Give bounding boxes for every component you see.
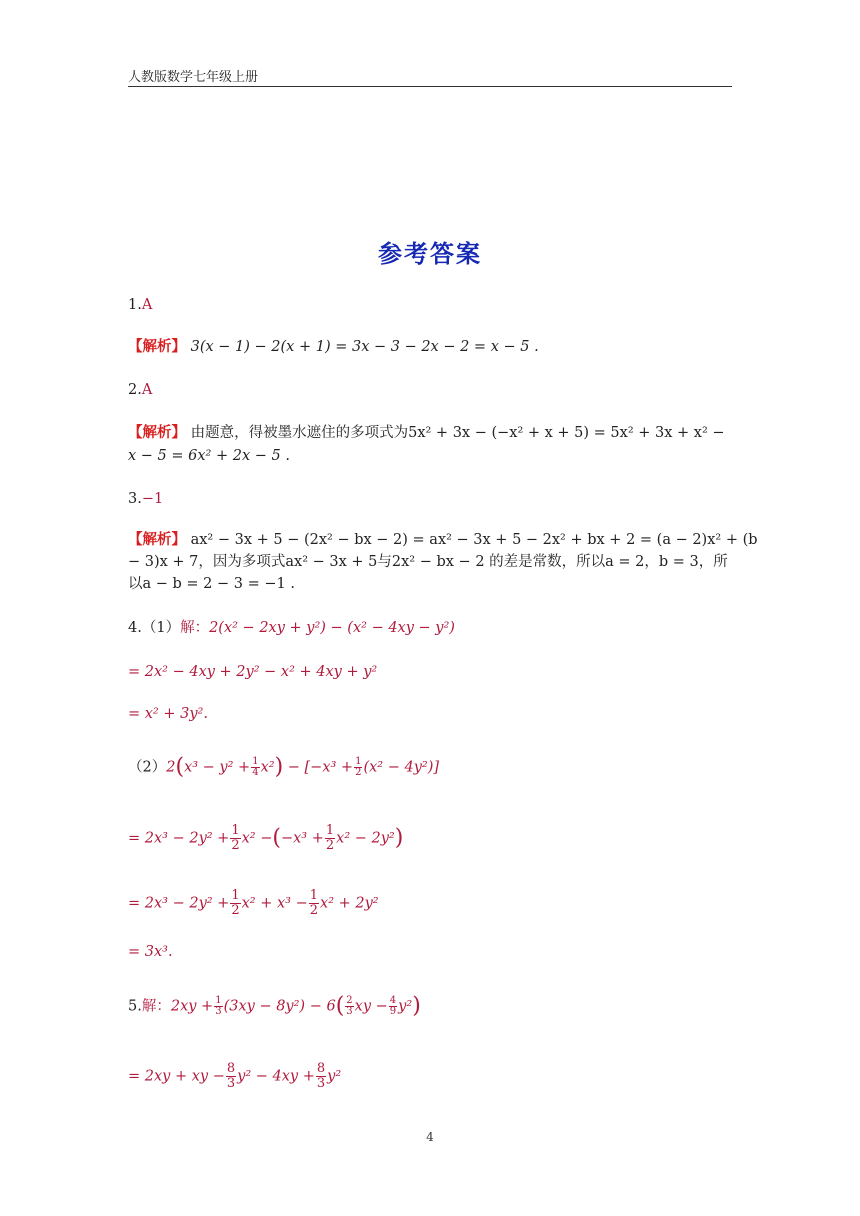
q3-answer-line <box>128 489 163 509</box>
q4-part2-c: x² <box>260 759 275 776</box>
q4-part2-step1-c: −x³ + <box>280 830 324 847</box>
q5-step1-c: y² <box>327 1068 342 1085</box>
frac-one-half: $\frac{1}{2}$ <box>231 823 240 853</box>
q4-part2-step1-a: = 2x³ − 2y² + <box>128 830 230 847</box>
frac-one-half: $\frac{1}{2}$ <box>309 888 319 918</box>
q1-answer: A <box>141 297 153 313</box>
q3-analysis-line-3 <box>128 574 295 594</box>
q3-analysis-l3: 以a − b = 2 − 3 = −1 . <box>128 576 295 592</box>
q4-part2-step1-b: x² − <box>241 830 273 847</box>
q4-part2-step1: = 2x³ − 2y² + $\frac{1}{2}$ x² −(−x³ + $\frac{1}{2}$ x² − 2y²) <box>128 823 404 853</box>
q2-analysis-l2: x − 5 = 6x² + 2x − 5 . <box>128 448 290 464</box>
q4-number: 4. <box>128 620 142 636</box>
frac-eight-thirds: $\frac{8}{3}$ <box>316 1061 326 1091</box>
q5-b: (3xy − 8y²) − 6 <box>223 998 336 1015</box>
q3-analysis-line-2 <box>128 552 728 572</box>
frac-one-half: $\frac{1}{2}$ <box>231 888 240 918</box>
q2-analysis-line-2 <box>128 446 290 466</box>
q5-step1-a: = 2xy + xy − <box>128 1068 225 1085</box>
q2-analysis-l1: 由题意，得被墨水遮住的多项式为5x² + 3x − (−x² + x + 5) = 5x² + 3x + x² − <box>190 425 725 441</box>
q4-part1-line <box>128 618 455 638</box>
q4-part1-step1: = 2x² − 4xy + 2y² − x² + 4xy + y² <box>128 664 378 680</box>
q3-analysis-l2: − 3)x + 7，因为多项式ax² − 3x + 5与2x² − bx − 2 的差是常数，所以a = 2，b = 3，所 <box>128 554 728 570</box>
q5-lead: 解： <box>141 998 171 1015</box>
frac-one-half: $\frac{1}{2}$ <box>355 756 362 778</box>
q4-part2-b: x³ − y² + <box>184 759 251 776</box>
q5-step1 <box>128 1062 341 1091</box>
frac-one-third: $\frac{1}{3}$ <box>215 995 222 1017</box>
header-rule <box>128 86 732 87</box>
page-header: 人教版数学七年级上册 <box>128 70 259 85</box>
q2-answer: A <box>141 382 153 398</box>
q4-part2-step3: = 3x³. <box>128 944 173 960</box>
q4-part2-step1-d: x² − 2y² <box>336 830 395 847</box>
frac-eight-thirds: $\frac{8}{3}$ <box>226 1061 236 1091</box>
q4-part2-step2-a: = 2x³ − 2y² + <box>128 895 230 912</box>
page-number: 4 <box>426 1130 434 1144</box>
analysis-tag: 【解析】 <box>128 338 186 355</box>
q1-answer-line <box>128 295 152 315</box>
analysis-tag: 【解析】 <box>128 424 186 441</box>
q5-step1-b: y² − 4xy + <box>237 1068 315 1085</box>
q2-analysis-line <box>128 423 725 443</box>
q4-part1-lead: 解： <box>180 620 210 636</box>
q2-answer-line <box>128 380 152 400</box>
q5-number: 5. <box>128 998 142 1015</box>
q2-number: 2. <box>128 382 142 398</box>
q4-part2-step2 <box>128 889 379 918</box>
frac-one-quarter: $\frac{1}{4}$ <box>252 756 259 778</box>
q4-part2-step2-b: x² + x³ − <box>241 895 308 912</box>
q3-analysis-l1: ax² − 3x + 5 − (2x² − bx − 2) = ax² − 3x + 5 − 2x² + bx + 2 = (a − 2)x² + (b <box>190 532 758 548</box>
q4-part2-e: (x² − 4y²)] <box>363 759 440 776</box>
frac-one-half: $\frac{1}{2}$ <box>325 823 335 853</box>
q5-d: y² <box>398 998 413 1015</box>
q1-analysis-line <box>128 337 539 357</box>
frac-two-thirds: $\frac{2}{3}$ <box>346 995 353 1017</box>
q4-part1-expr: 2(x² − 2xy + y²) − (x² − 4xy − y²) <box>209 620 455 636</box>
q4-part2-a: 2 <box>166 759 176 776</box>
q5-c: xy − <box>354 998 388 1015</box>
q4-part2-line: （2）2(x³ − y² + $\frac{1}{4}$ x²) − [−x³ + $\frac{1}{2}$ (x² − 4y²)] <box>128 754 440 780</box>
q4-part1-step2: = x² + 3y². <box>128 706 208 722</box>
q4-part2-label: （2） <box>128 759 167 776</box>
q3-analysis-line <box>128 530 758 550</box>
q4-part2-step2-c: x² + 2y² <box>320 895 379 912</box>
frac-four-ninths: $\frac{4}{9}$ <box>389 995 397 1017</box>
q3-number: 3. <box>128 491 142 507</box>
q5-a: 2xy + <box>170 998 214 1015</box>
q1-analysis: 3(x − 1) − 2(x + 1) = 3x − 3 − 2x − 2 = x − 5 . <box>190 339 539 355</box>
q4-part1-label: （1） <box>141 620 181 636</box>
q4-part2-d: − [−x³ + <box>283 759 354 776</box>
analysis-tag: 【解析】 <box>128 531 186 548</box>
q3-answer: −1 <box>141 491 164 507</box>
page-title: 参考答案 <box>378 239 482 268</box>
q5-line: 5.解：2xy + $\frac{1}{3}$ (3xy − 8y²) − 6( $\frac{2}{3}$ xy − $\frac{4}{9}$ y²) <box>128 993 421 1019</box>
q1-number: 1. <box>128 297 142 313</box>
